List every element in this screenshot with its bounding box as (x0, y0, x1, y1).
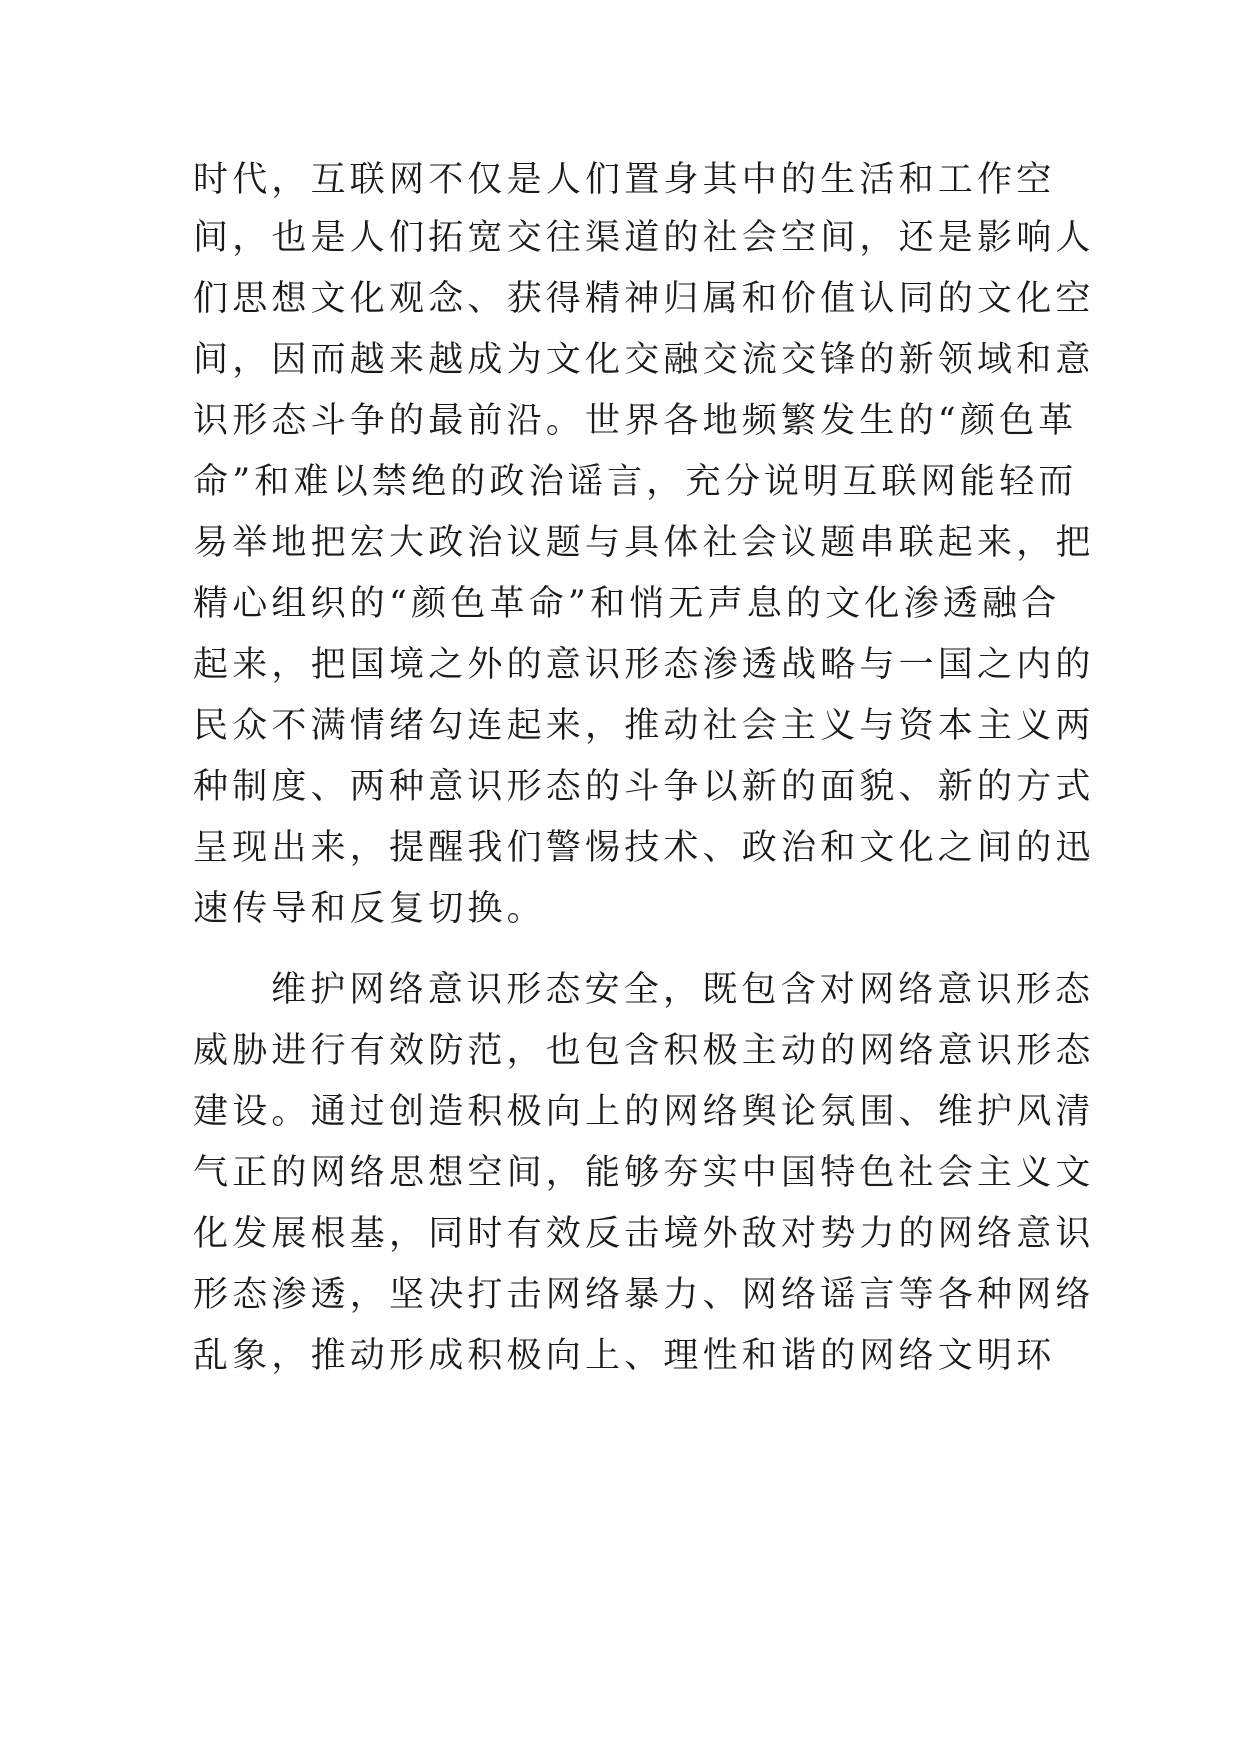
paragraph-line: 维护网络意识形态安全，既包含对网络意识形态 (271, 970, 1095, 1010)
paragraph-line: 呈现出来，提醒我们警惕技术、政治和文化之间的迅 (193, 828, 1095, 868)
paragraph-line: 乱象，推动形成积极向上、理性和谐的网络文明环 (193, 1336, 1056, 1376)
paragraph-line: 威胁进行有效防范，也包含积极主动的网络意识形态 (193, 1031, 1095, 1071)
paragraph-line: 起来，把国境之外的意识形态渗透战略与一国之内的 (193, 645, 1095, 685)
paragraph-1 (193, 150, 1095, 940)
paragraph-line: 时代，互联网不仅是人们置身其中的生活和工作空 (193, 160, 1056, 200)
paragraph-line: 间，也是人们拓宽交往渠道的社会空间，还是影响人 (193, 218, 1095, 258)
paragraph-line: 速传导和反复切换。 (193, 889, 546, 929)
paragraph-line: 易举地把宏大政治议题与具体社会议题串联起来，把 (193, 523, 1095, 563)
paragraph-line: 气正的网络思想空间，能够夯实中国特色社会主义文 (193, 1153, 1095, 1193)
paragraph-line: 间，因而越来越成为文化交融交流交锋的新领域和意 (193, 340, 1095, 380)
paragraph-line: 识形态斗争的最前沿。世界各地频繁发生的“颜色革 (193, 401, 1078, 441)
paragraph-line: 精心组织的“颜色革命”和悄无声息的文化渗透融合 (193, 584, 1061, 624)
paragraph-line: 建设。通过创造积极向上的网络舆论氛围、维护风清 (193, 1092, 1095, 1132)
paragraph-2 (193, 960, 1095, 1387)
paragraph-line: 民众不满情绪勾连起来，推动社会主义与资本主义两 (193, 706, 1095, 746)
paragraph-line: 化发展根基，同时有效反击境外敌对势力的网络意识 (193, 1214, 1095, 1254)
paragraph-line: 命”和难以禁绝的政治谣言，充分说明互联网能轻而 (193, 462, 1078, 502)
paragraph-line: 们思想文化观念、获得精神归属和价值认同的文化空 (193, 279, 1095, 319)
paragraph-line: 形态渗透，坚决打击网络暴力、网络谣言等各种网络 (193, 1275, 1095, 1315)
paragraph-line: 种制度、两种意识形态的斗争以新的面貌、新的方式 (193, 767, 1095, 807)
